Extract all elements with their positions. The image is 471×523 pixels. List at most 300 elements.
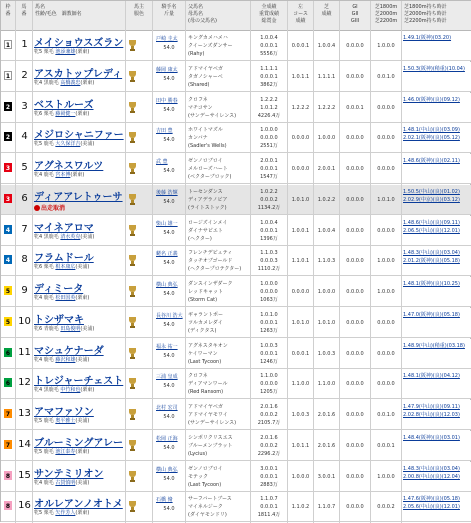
pedigree-line: ダイナサビエト [188,227,223,234]
record-line: 0.0.0.1 [260,319,278,326]
pedigree-line: アグネスタキオン [188,342,228,349]
stat-rec [252,280,286,304]
time-link[interactable]: 1.48.1(阪神)(良)(04.12) [403,373,460,380]
carried-weight: 54.0 [163,260,175,267]
record-line: 1110.2万 [257,266,281,273]
header-distance: 芝1800m 芝2000m 芝2200m [374,4,398,24]
time-link[interactable]: 1.48.4(阪神)(良)(03.01) [403,434,460,441]
sex-age-color: 牝4 鹿毛 [34,356,54,363]
record-line: 0.0.0.0 [260,135,278,142]
time-link[interactable]: 1.48.9(中山)(稍重)(03.18) [403,342,465,349]
trainer-link[interactable]: 松田国英 [55,295,76,301]
stat-course [289,434,312,450]
stat-value: 0.0.0.0 [346,166,364,172]
jockey-link[interactable]: 三浦 皇成 [156,374,178,381]
time-link[interactable]: 1.47.6(阪神)(良)(05.18) [403,496,460,503]
column-divider [152,1,153,523]
horse-name-link[interactable]: ブルーミングアレー [34,437,123,449]
pedigree-line: フレンチデピュティ [188,250,233,257]
stat-course [289,126,312,142]
stat-value: 0.0.0.0 [291,135,310,142]
jockey-link[interactable]: 蛯名 正義 [156,251,178,258]
trainer-region: (栗東) [80,79,95,86]
record-line: 1263万 [260,327,278,334]
horse-name-link[interactable]: フラムドール [34,253,94,265]
best-times [403,434,460,458]
column-divider [32,1,33,523]
trainer-link[interactable]: 藤岡健一 [55,110,76,117]
stat-value: 0.0.0.2 [377,504,395,511]
scratch-label: 出走取消 [41,204,66,212]
record-line: 1.2.2.2 [260,96,278,103]
trainer-link[interactable]: 古賀慎明 [55,479,76,486]
jockey-link[interactable]: 北村 宏司 [156,405,178,411]
record-line: 1.1.0.3 [260,250,278,257]
jockey-link[interactable]: 長谷川 浩大 [156,312,183,319]
record-line: 0.0.0.1 [260,350,278,357]
stat-dist [372,157,400,173]
jockey-link[interactable]: 藤岡 康太 [156,66,178,73]
pedigree-line: モテック [188,473,209,480]
stat-turf [315,280,338,296]
stat-rec [252,34,286,58]
owner-silks-icon [129,378,136,389]
trainer-link[interactable]: 藤沢和雄 [55,356,76,363]
header-times: 芝1800m持ち時計 芝2000m持ち時計 芝2200m持ち時計 [404,4,447,24]
jockey-link[interactable]: 横山 典弘 [156,282,178,288]
horse-name-link[interactable]: トシザマキ [34,314,84,326]
pedigree [188,126,227,150]
pedigree [188,311,223,335]
sex-age-color: 牝4 鹿毛 [34,479,54,486]
jockey-link[interactable]: 後藤 浩輝 [156,189,178,196]
horse-name-link[interactable]: オルレアンノオトメ [34,499,123,511]
time-link [403,388,460,396]
horse-number: 9 [21,285,28,296]
trainer-link[interactable]: 根本康広 [55,264,76,271]
owner-silks-icon [129,286,136,297]
time-link [403,235,460,243]
waku-badge: 4 [5,257,11,265]
stat-turf [315,96,338,112]
stat-value: 0.0.0.0 [346,381,364,388]
stat-dist [372,65,400,81]
time-link[interactable]: 2.02.1(阪神)(良)(05.12) [403,135,460,142]
record-line: 1.0.1.2 [260,104,278,111]
sex-age-color: 牝5 栗毛 [34,510,54,517]
stat-g [341,280,369,296]
stat-turf [315,157,338,173]
best-times [403,280,460,304]
stat-dist [372,372,400,388]
time-link[interactable]: 1.48.6(阪神)(良)(02.11) [403,158,460,164]
pedigree-line: ゼンノロブロイ [188,158,223,164]
trainer-link[interactable]: 池添兼雄 [55,49,76,55]
pedigree-line: ディアデラノビア [188,196,228,203]
stat-dist [372,311,400,327]
jockey-link[interactable]: 柴山 雄一 [156,220,178,227]
record-line: 5556万 [260,51,278,57]
record-line: 1.0.1.0 [260,311,278,318]
record-line: 1.0.0.0 [260,127,278,134]
waku-badge: 2 [5,103,11,111]
time-link[interactable]: 1.48.6(中山)(良)(09.11) [403,219,460,226]
sex-age-color: 牝4 黒鹿毛 [34,387,59,394]
time-link[interactable]: 2.05.6(中山)(良)(12.01) [403,504,460,511]
stat-turf [315,249,338,265]
horse-name-link[interactable]: アグネスワルツ [34,161,104,172]
horse-number: 11 [18,346,31,358]
pedigree-line: (Rahy) [188,51,205,57]
record-line: 1205万 [260,389,278,396]
best-times [403,34,451,58]
sex-age-color: 牝6 栗毛 [34,264,54,271]
stat-value: 1.1.0.7 [317,504,336,511]
horse-name-link[interactable]: メジロシャニファー [34,130,124,142]
sex-age-color: 牝5 鹿毛 [34,448,54,455]
stat-course [289,157,312,173]
pedigree-line: カンバナ [188,135,208,142]
sex-age-color: 牝5 鹿毛 [34,418,54,424]
stat-value: 0.0.0.0 [377,350,395,357]
stat-turf [315,188,338,204]
waku-badge: 7 [5,411,11,418]
stat-value: 1.0.2.2 [317,196,336,203]
trainer-region: (美浦) [75,479,90,486]
horse-number: 13 [18,408,31,419]
stat-course [289,403,312,419]
stat-course [289,465,312,481]
stat-value: 1.2.2.2 [291,104,310,111]
stat-value: 1.0.0.0 [377,473,395,480]
pedigree-line: (ディクタス) [188,327,217,334]
horse-number: 1 [21,39,28,50]
stat-value: 1.0.0.0 [377,43,395,49]
time-link[interactable]: 1.50.3(阪神)(稍重)(10.04) [403,65,465,72]
pedigree-line: (ライトストック) [188,204,227,211]
pedigree [188,280,233,304]
horse-name-link[interactable]: マイネアロマ [34,222,94,234]
trainer-region: (美浦) [80,325,95,332]
horse-info [34,386,94,393]
pedigree-line: ダンスインザダーク [188,281,233,287]
time-link [403,104,460,112]
pedigree-line: ロージズインメイ [188,219,228,226]
time-link[interactable]: 2.00.8(中山)(良)(12.04) [403,473,460,480]
record-line: 0.0.0.1 [260,73,278,80]
time-link[interactable]: 1.48.3(中山)(良)(03.04) [403,465,460,472]
jockey-link[interactable]: 福永 祐一 [156,343,178,350]
horse-info [34,509,89,516]
trainer-link[interactable]: 清水英克 [60,233,81,240]
horse-name-link[interactable]: ディミータ [34,284,84,295]
trainer-region: (栗東) [75,510,90,517]
record-line: 1.1.1.1 [260,65,278,72]
trainer-link[interactable]: 宮本博 [55,172,71,178]
column-divider [287,1,288,523]
record-line: 2105.7万 [257,420,281,426]
owner-silks-icon [129,71,136,82]
jockey-link[interactable]: 田中 勝春 [156,97,178,104]
stat-turf [315,434,338,450]
trainer-link[interactable]: 田島俊明 [60,325,81,332]
stat-g [341,34,369,50]
record-line: 0.0.0.0 [260,381,278,388]
stat-g [341,126,369,142]
stat-value: 0.0.0.0 [377,381,395,388]
horse-name-link[interactable]: ベストルーズ [34,99,94,111]
time-link[interactable]: 1.47.9(中山)(良)(09.11) [403,404,460,410]
horse-info [34,356,89,363]
horse-number: 6 [21,192,28,204]
horse-name-link[interactable]: サンテミリオン [34,468,104,480]
stat-value: 0.0.0.0 [291,289,310,295]
stat-value: 1.0.0.3 [291,412,310,418]
stat-value: 1.0.0.3 [317,350,336,357]
jockey-link[interactable]: 石橋 脩 [156,497,173,504]
stat-value: 1.0.0.1 [291,227,310,234]
stat-value: 1.1.1.1 [317,73,336,80]
time-link[interactable]: 1.50.5(中山)(良)(01.02) [403,188,460,195]
pedigree-line: マイネルジーク [188,504,223,511]
waku-badge: 4 [5,226,11,234]
owner-silks-icon [129,102,136,113]
stat-g [341,342,369,358]
carried-weight: 54.0 [163,229,175,236]
time-link[interactable]: 2.01.2(阪神)(良)(05.18) [403,258,460,265]
stat-value: 0.0.0.0 [377,227,395,234]
sex-age-color: 牝6 栗毛 [34,110,54,117]
time-link[interactable]: 2.02.8(中山)(良)(12.03) [403,412,460,418]
stat-rec [252,96,286,120]
sex-age-color: 牝4 鹿毛 [34,172,54,178]
stat-value: 0.0.0.0 [346,73,364,80]
time-link[interactable]: 1.48.3(中山)(良)(03.04) [403,250,460,257]
stat-value: 0.0.0.1 [291,43,310,49]
horse-name-link[interactable]: メイショウスズラン [34,38,124,49]
stat-value: 0.0.0.0 [377,166,395,172]
trainer-link[interactable]: 高橋義忠 [60,79,81,86]
pedigree [188,157,231,181]
pedigree-line: ケイワーマン [188,350,218,357]
stat-rec [252,188,286,212]
best-times [403,126,460,150]
pedigree-line: マチコサン [188,104,213,111]
trainer-link[interactable]: 奥平雅士 [55,418,76,424]
stat-value: 0.0.0.0 [346,258,364,265]
pedigree-line: キングカメハメハ [188,35,228,41]
carried-weight: 54.0 [163,137,175,144]
trainer-region: (栗東) [75,49,90,55]
stat-value: 0.0.0.0 [346,504,364,511]
horse-info [34,79,94,86]
stat-value: 0.0.0.0 [346,289,364,295]
stat-value: 0.0.1.0 [377,73,395,80]
stat-turf [315,495,338,511]
pedigree-line: (ヘクタープロテクター) [188,266,242,273]
stat-dist [372,434,400,450]
stat-rec [252,65,286,89]
stat-dist [372,342,400,358]
jockey-link[interactable]: 武 豊 [156,159,168,165]
stat-value: 2.0.1.6 [317,412,336,418]
trainer-link[interactable]: 大久保洋吉 [55,141,81,148]
stat-value: 0.0.0.0 [346,196,364,203]
horse-number: 10 [18,315,31,327]
record-line: 2.0.1.6 [260,404,278,410]
carried-weight: 54.0 [163,291,175,297]
owner-silks-icon [129,501,136,512]
stat-value: 1.1.0.1 [291,258,310,265]
pedigree-line: (サンデーサイレンス) [188,112,237,119]
stat-rec [252,219,286,243]
pedigree [188,96,236,120]
jockey-link[interactable]: 戸崎 圭太 [156,36,178,42]
best-times [403,249,460,273]
trainer-region: (栗東) [75,295,90,301]
horse-info [34,140,94,147]
record-line: 1.0.2.2 [260,188,278,195]
stat-rec [252,434,286,458]
pedigree-line: クイーンズダンサー [188,43,233,49]
stat-g [341,495,369,511]
sex-age-color: 牝5 栗毛 [34,49,54,55]
horse-name-link[interactable]: アマファソン [34,407,94,418]
record-line: 2883万 [260,481,278,488]
time-link[interactable]: 2.02.9(中京)(良)(03.12) [403,196,460,203]
jockey-link[interactable]: 吉田 豊 [156,128,173,135]
record-line: 1063万 [260,297,278,303]
trainer-link[interactable]: 中竹和也 [60,387,81,394]
trainer-region: (美浦) [75,356,90,363]
sex-age-color: 牝4 鹿毛 [34,295,54,301]
time-link [403,265,460,273]
pedigree-line: (Last Tycoon) [188,481,222,488]
horse-number: 16 [18,500,31,512]
stat-rec [252,342,286,366]
sex-age-color: 牝6 青鹿毛 [34,325,59,332]
pedigree-line: ディアマンワール [188,381,228,388]
horse-info [34,110,89,117]
jockey-link[interactable]: 横山 典弘 [156,466,178,473]
pedigree-line: (ダイヤモンドリ) [188,512,227,519]
time-link[interactable]: 1.46.0(阪神)(良)(09.12) [403,96,460,103]
stat-turf [315,34,338,50]
stat-value: 0.0.0.1 [377,442,395,449]
horse-name-link[interactable]: ディアアレトゥーサ [34,191,123,203]
horse-name-link[interactable]: マシュケナーダ [34,345,104,357]
trainer-region: (栗東) [80,387,95,394]
record-line: 1.0.0.4 [260,35,278,41]
horse-info [34,479,89,486]
waku-badge: 3 [5,165,11,172]
pedigree-line: ゼンノロブロイ [188,465,223,472]
header-pedigree: 父馬名 母馬名 (母の父馬名) [188,4,217,24]
stat-course [289,96,312,112]
stat-turf [315,465,338,481]
best-times [403,65,465,89]
carried-weight: 54.0 [163,321,175,328]
trainer-link[interactable]: 池江泰寿 [55,448,76,455]
trainer-region: (栗東) [75,110,90,117]
time-link [403,173,460,181]
pedigree-line: ツルカメレダイ [188,319,223,326]
stat-turf [315,126,338,142]
owner-silks-icon [129,255,136,266]
scratched-status [34,203,65,212]
stat-value: 1.0.0.0 [377,258,395,265]
stat-rec [252,403,286,427]
time-link [403,319,460,327]
stat-g [341,249,369,265]
time-link[interactable]: 2.06.5(中山)(良)(12.01) [403,227,460,234]
pedigree-line: メルローズハート [188,166,228,172]
stat-turf [315,342,338,358]
stat-course [289,372,312,388]
best-times [403,219,460,243]
pedigree [188,342,228,366]
time-link[interactable]: 1.48.1(阪神)(良)(10.25) [403,281,460,287]
time-link [403,511,460,519]
header-grade: GI GII GIII [350,4,360,24]
time-link [403,442,460,450]
time-link [403,42,451,50]
header-umaban: 馬 番 [21,4,27,17]
best-times [403,372,460,396]
pedigree-line: ホワイトマズル [188,127,223,134]
waku-badge: 8 [5,472,11,480]
header-jockey: 騎手名 斤量 [161,4,177,17]
carried-weight: 54.0 [163,352,175,359]
record-line: 0.0.0.3 [260,258,278,265]
horse-name-link[interactable]: アスカトップレディ [34,68,123,80]
time-link [403,296,460,304]
stat-value: 0.0.0.0 [346,43,364,49]
time-link[interactable]: 1.47.0(阪神)(良)(05.18) [403,311,460,318]
pedigree [188,403,236,427]
stat-dist [372,96,400,112]
carried-weight: 54.0 [163,475,175,482]
jockey-link[interactable]: 松岡 正海 [156,435,178,442]
time-link [403,358,465,366]
stat-value: 1.2.2.2 [317,104,336,111]
pedigree-line: (ベクターブロック) [188,174,232,180]
best-times [403,342,465,366]
stat-dist [372,465,400,481]
horse-number: 4 [21,131,28,143]
header-course: 左 コース 成績 [293,4,308,24]
pedigree-line: (Storm Cat) [188,297,218,303]
stat-g [341,188,369,204]
stat-value: 2.0.1.6 [317,442,336,449]
time-link[interactable]: 1.48.1(中山)(良)(03.09) [403,127,460,134]
stat-g [341,96,369,112]
record-line: 2.0.0.1 [260,158,278,164]
owner-silks-icon [129,163,136,174]
stat-value: 1.0.1.0 [291,319,310,326]
pedigree-line: (Lycius) [188,450,208,457]
stat-value: 0.0.0.0 [377,135,395,142]
stat-turf [315,65,338,81]
trainer-link[interactable]: 矢作芳人 [55,510,76,517]
stat-course [289,342,312,358]
horse-name-link[interactable]: トレジャーチェスト [34,376,124,388]
stat-value: 0.0.0.0 [346,227,364,234]
time-link[interactable]: 1.49.1(阪神)(03.20) [403,35,452,41]
carried-weight: 54.0 [163,444,175,451]
stat-g [341,372,369,388]
stat-value: 0.0.0.1 [291,350,310,357]
